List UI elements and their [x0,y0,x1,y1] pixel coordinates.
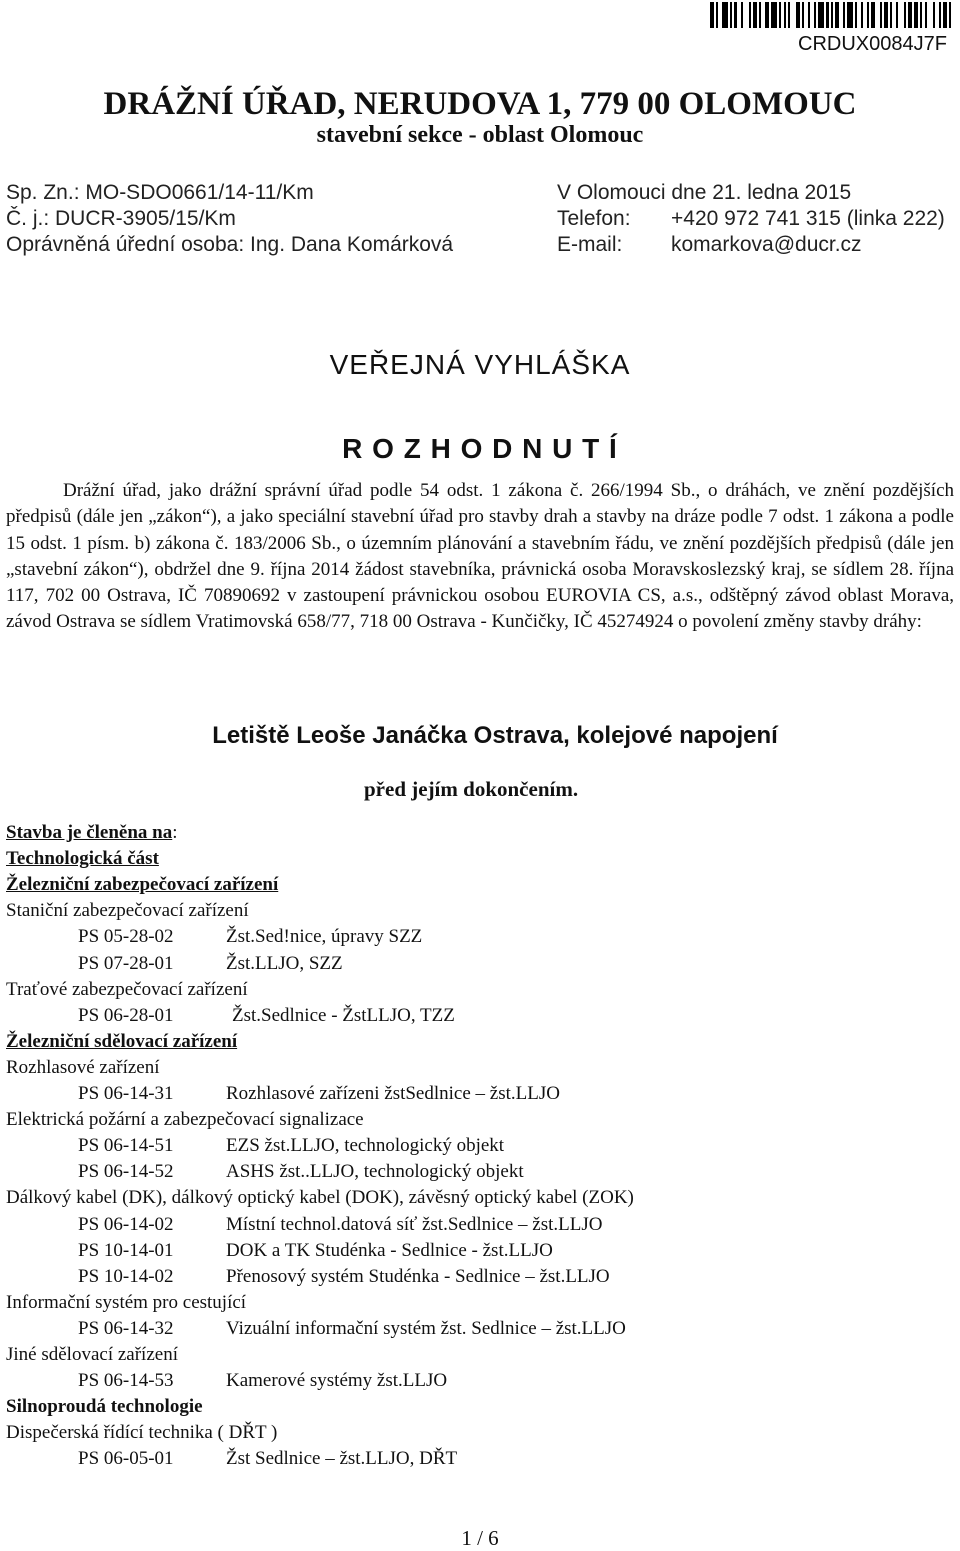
phone-value: +420 972 741 315 (linka 222) [671,207,945,230]
item-code: PS 10-14-01 [78,1239,174,1261]
item-code: PS 06-14-52 [78,1161,174,1183]
item-description: DOK a TK Studénka - Sedlnice - žst.LLJO [226,1239,553,1261]
public-notice-title: VEŘEJNÁ VYHLÁŠKA [329,349,631,380]
section-label: Technologická část [6,848,159,870]
ref-sp: Sp. Zn.: MO-SDO0661/14-11/Km [6,181,314,204]
section-label: Staniční zabezpečovací zařízení [6,900,249,922]
item-code: PS 07-28-01 [78,952,174,974]
item-description: Žst.Sedlnice - ŽstLLJO, TZZ [232,1004,455,1026]
item-description: Žst.Sed!nice, úpravy SZZ [226,926,423,948]
item-code: PS 06-14-31 [78,1083,174,1104]
email-value[interactable]: komarkova@ducr.cz [671,233,862,256]
list-item [6,1370,906,1394]
section-label: Stavba je členěna na [6,822,173,843]
list-section-heading [6,979,248,1001]
section-label: Elektrická požární a zabezpečovací signalizace [6,1109,364,1131]
item-description: Rozhlasové zařízeni žstSedlnice – žst.LLJO [226,1083,560,1104]
item-code: PS 06-14-53 [78,1370,174,1392]
until-completion: před jejím dokončením. [364,777,579,801]
project-name-text: Letiště Leoše Janáčka Ostrava, kolejové napojení [212,722,778,749]
list-item [6,926,906,950]
document-code: CRDUX0084J7F [798,33,947,55]
official-person: Oprávněná úřední osoba: Ing. Dana Komárková [6,233,454,256]
item-code: PS 06-05-01 [78,1448,174,1470]
item-description: EZS žst.LLJO, technologický objekt [226,1135,505,1157]
list-item [6,1161,906,1185]
list-item [6,1240,906,1264]
list-section-heading [6,1396,203,1418]
list-section-heading [6,1057,160,1079]
section-label: Silnoproudá technologie [6,1396,203,1418]
item-description: ASHS žst..LLJO, technologický objekt [226,1161,524,1183]
list-section-heading [6,822,178,844]
section-label: Rozhlasové zařízení [6,1056,160,1078]
paragraph-text: Drážní úřad, jako drážní správní úřad podle 54 odst. 1 zákona č. 266/1994 Sb., o dráhách, ve znění pozdějších předpisů (dále jen „zákon“), a jako speciální stavební úřad pro stavby drah a stavby na dráze podle 7 odst. 1 zákona a podle 15 odst. 1 písm. b) zákona č. 183/2006 Sb., o územním plánování a stavebním řádu, ve znění pozdějších předpisů (dále jen „stavební zákon“), obdržel dne 9. října 2014 žádost stavebníka, právnická osoba Moravskoslezský kraj, se sídlem 28. října 117, 702 00 Ostrava, IČ 70890692 v zastoupení právnickou osobou EUROVIA CS, a.s., odštěpný závod oblast Morava, závod Ostrava se sídlem Vratimovská 658/77, 718 00 Ostrava - Kunčičky, IČ 45274924 o povolení změny stavby dráhy: [6,480,954,633]
colon: : [172,822,178,843]
email-label: E-mail: [557,233,623,256]
list-item [6,1135,906,1159]
page-number: 1 / 6 [461,1526,499,1550]
barcode-bar [951,2,957,28]
phone-label: Telefon: [557,207,631,230]
item-description: Přenosový systém Studénka - Sedlnice – žst.LLJO [226,1265,610,1287]
list-item [6,953,906,977]
item-code: PS 06-14-51 [78,1135,174,1157]
list-section-heading [6,900,249,922]
item-code: PS 06-14-02 [78,1213,174,1235]
list-item [6,1318,906,1342]
project-name [0,722,960,750]
list-section-heading [6,1031,237,1053]
decision-paragraph [6,478,954,636]
list-section-heading [6,1109,364,1131]
item-code: PS 06-28-01 [78,1004,174,1026]
list-item [6,1214,906,1238]
item-code: PS 10-14-02 [78,1265,174,1287]
list-section-heading [6,1422,277,1444]
section-subheading: stavební sekce - oblast Olomouc [316,122,644,148]
item-code: PS 05-28-02 [78,926,174,948]
item-description: Kamerové systémy žst.LLJO [226,1370,448,1392]
section-label: Jiné sdělovací zařízení [6,1344,178,1365]
item-description: Žst.LLJO, SZZ [226,952,343,974]
item-description: Vizuální informační systém žst. Sedlnice – žst.LLJO [226,1317,626,1339]
list-section-heading [6,1187,634,1209]
list-item [6,1005,906,1029]
section-label: Dálkový kabel (DK), dálkový optický kabel (DOK), závěsný optický kabel (ZOK) [6,1187,634,1209]
list-section-heading [6,874,278,896]
section-label: Dispečerská řídící technika ( DŘT ) [6,1422,278,1444]
list-section-heading [6,1292,246,1314]
item-code: PS 06-14-32 [78,1317,174,1339]
list-section-heading [6,848,159,870]
list-section-heading [6,1344,178,1366]
list-item [6,1448,906,1472]
section-label: Železniční sdělovací zařízení [6,1030,238,1052]
ref-cj: Č. j.: DUCR-3905/15/Km [6,207,236,230]
section-label: Traťové zabezpečovací zařízení [6,978,248,1000]
barcode [710,2,958,28]
decision-title: R O Z H O D N U T Í [342,433,618,464]
item-description: Žst Sedlnice – žst.LLJO, DŘT [226,1448,458,1470]
authority-heading: DRÁŽNÍ ÚŘAD, NERUDOVA 1, 779 00 OLOMOUC [103,86,857,122]
list-item [6,1266,906,1290]
list-item [6,1083,906,1107]
item-description: Místní technol.datová síť žst.Sedlnice – žst.LLJO [226,1213,603,1235]
section-label: Železniční zabezpečovací zařízení [6,874,279,896]
section-label: Informační systém pro cestující [6,1291,247,1313]
date: V Olomouci dne 21. ledna 2015 [557,181,852,204]
